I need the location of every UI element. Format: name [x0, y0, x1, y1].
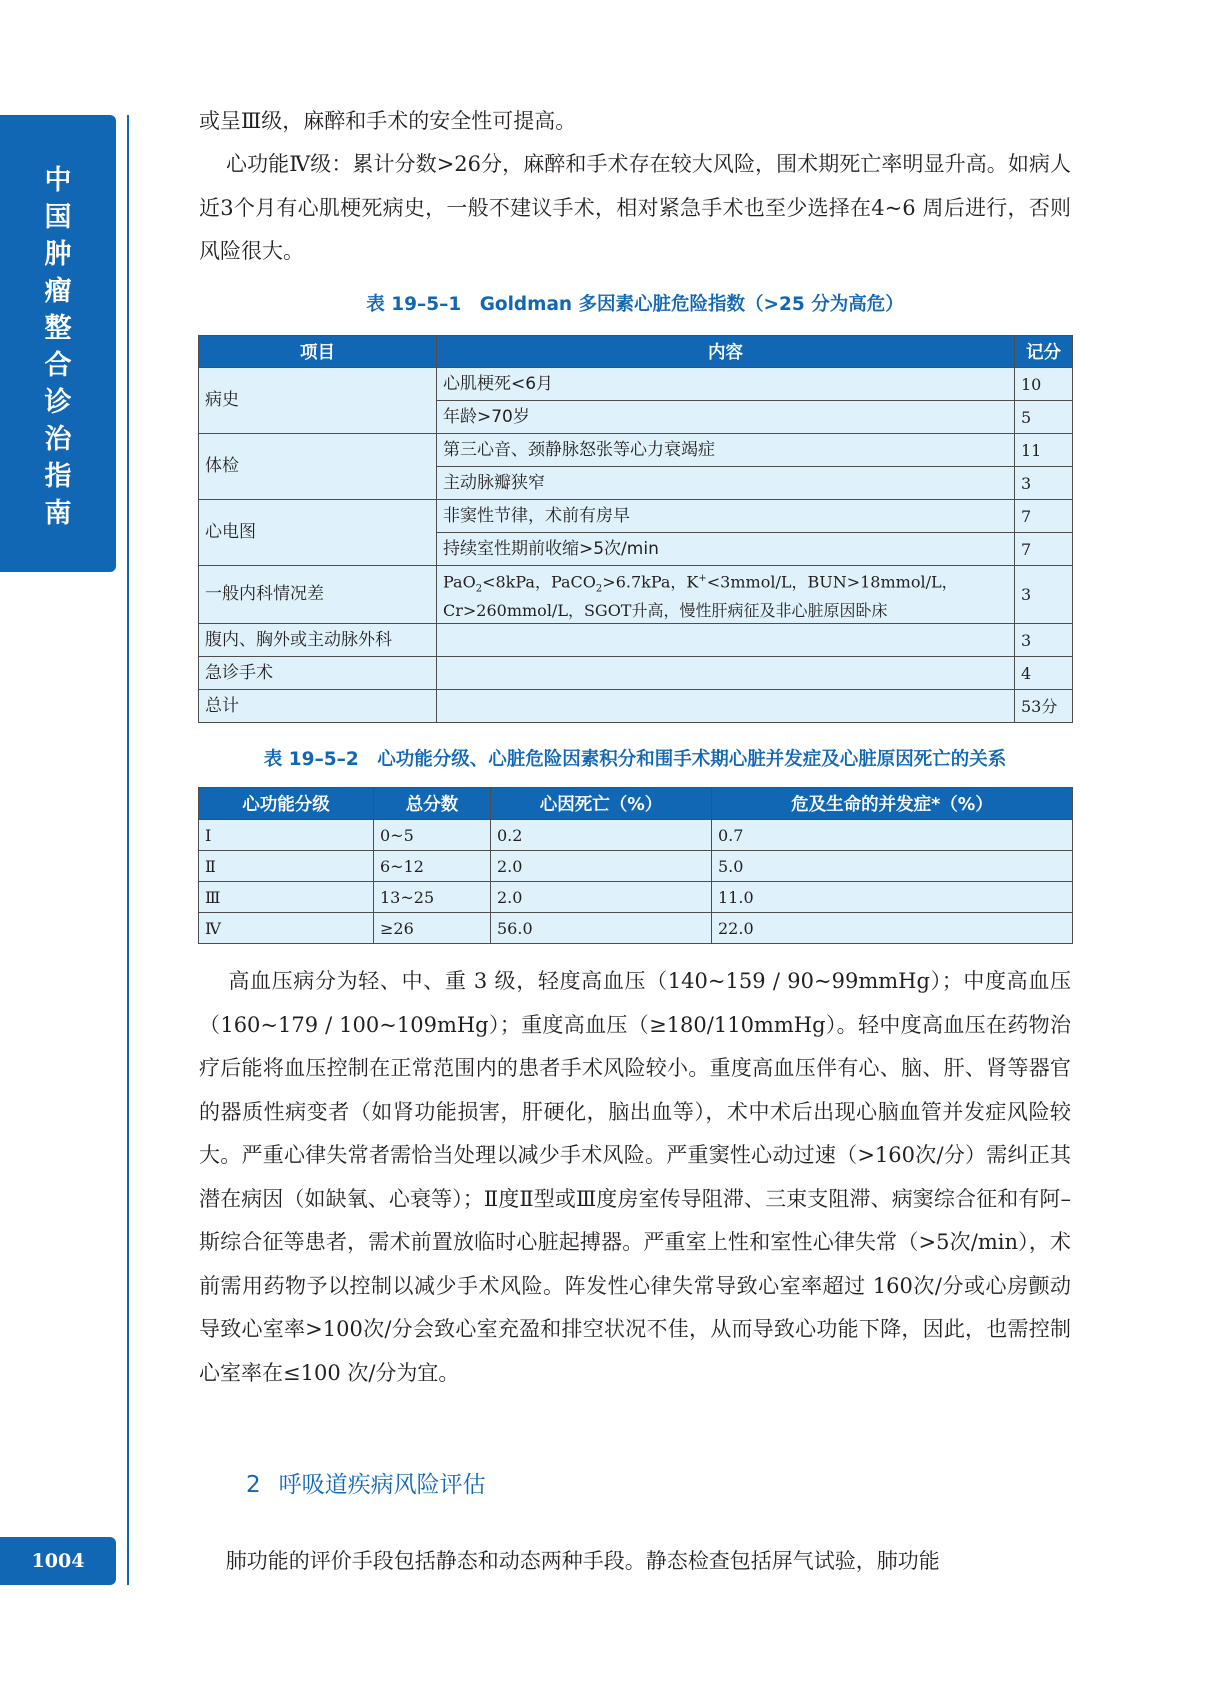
- score-cell: 7: [1015, 500, 1073, 533]
- table2-body: [199, 820, 1073, 944]
- table-row: [199, 624, 1073, 657]
- side-tab-char: 指: [44, 461, 72, 492]
- item-cell: 总计: [199, 690, 437, 723]
- lab-text: PaO: [443, 572, 476, 592]
- table-cell: 56.0: [491, 913, 712, 944]
- header-cell: 心功能分级: [199, 788, 374, 820]
- side-tab-char: 南: [44, 498, 72, 529]
- content-cell: 第三心音、颈静脉怒张等心力衰竭症: [437, 434, 1015, 467]
- content-cell: 年龄>70岁: [437, 401, 1015, 434]
- lab-text: <8kPa，PaCO: [482, 572, 596, 592]
- item-cell: 一般内科情况差: [199, 566, 437, 624]
- header-cell: 心因死亡（%）: [491, 788, 712, 820]
- score-cell: 53分: [1015, 690, 1073, 723]
- header-cell: 项目: [199, 336, 437, 368]
- superscript: +: [698, 573, 707, 585]
- table-cell: Ⅲ: [199, 882, 374, 913]
- content-cell: [437, 624, 1015, 657]
- goldman-table: [198, 335, 1073, 723]
- item-cell: 体检: [199, 434, 437, 500]
- header-cell: 危及生命的并发症*（%）: [712, 788, 1073, 820]
- score-cell: 7: [1015, 533, 1073, 566]
- table-row: [199, 368, 1073, 401]
- cardiac-grade-table: [198, 787, 1073, 944]
- content-cell-lab-values: [437, 566, 1015, 624]
- table-cell: 2.0: [491, 851, 712, 882]
- header-cell: 内容: [437, 336, 1015, 368]
- table-row: [199, 657, 1073, 690]
- item-cell: 腹内、胸外或主动脉外科: [199, 624, 437, 657]
- table-cell: Ⅳ: [199, 913, 374, 944]
- table-cell: 5.0: [712, 851, 1073, 882]
- side-tab-char: 整: [44, 313, 72, 344]
- paragraph-grade-iv: 心功能Ⅳ级：累计分数>26分，麻醉和手术存在较大风险，围术期死亡率明显升高。如病人近3个月有心肌梗死病史，一般不建议手术，相对紧急手术也至少选择在4~6 周后进行，否则风险很大。: [199, 152, 1072, 263]
- side-tab-char: 合: [44, 350, 72, 381]
- content-cell: 非窦性节律，术前有房早: [437, 500, 1015, 533]
- table-header-row: [199, 336, 1073, 368]
- side-tab-char: 诊: [44, 387, 72, 418]
- score-cell: 5: [1015, 401, 1073, 434]
- side-tab-book-title: [0, 115, 116, 572]
- item-cell: 急诊手术: [199, 657, 437, 690]
- table-cell: 0.7: [712, 820, 1073, 851]
- table-cell: ≥26: [374, 913, 491, 944]
- lab-text: <3mmol/L，BUN>18mmol/L，: [706, 572, 958, 592]
- side-divider-line: [127, 115, 129, 1585]
- table2-caption: 表 19–5–2 心功能分级、心脏危险因素积分和围手术期心脏并发症及心脏原因死亡的关系: [263, 749, 1007, 770]
- table-row: [199, 820, 1073, 851]
- score-cell: 11: [1015, 434, 1073, 467]
- side-tab-chars: [0, 162, 116, 532]
- table-cell: 6~12: [374, 851, 491, 882]
- score-cell: 4: [1015, 657, 1073, 690]
- side-tab-char: 治: [44, 424, 72, 455]
- side-tab-char: 中: [44, 165, 72, 196]
- paragraph-hypertension: 高血压病分为轻、中、重 3 级，轻度高血压（140~159 / 90~99mmHg）；中度高血压（160~179 / 100~109mHg）；重度高血压（≥180/110mmHg）。轻中度高血压在药物治疗后能将血压控制在正常范围内的患者手术风险较小。重度高血压伴有心、脑、肝、肾等器官的器质性病变者（如肾功能损害，肝硬化，脑出血等），术中术后出现心脑血管并发症风险较大。严重心律失常者需恰当处理以减少手术风险。严重窦性心动过速（>160次/分）需纠正其潜在病因（如缺氧、心衰等）；Ⅱ度Ⅱ型或Ⅲ度房室传导阻滞、三束支阻滞、病窦综合征和有阿–斯综合征等患者，需术前置放临时心脏起搏器。严重室上性和室性心律失常（>5次/min），术前需用药物予以控制以减少手术风险。阵发性心律失常导致心室率超过 160次/分或心房颤动导致心室率>100次/分会致心室充盈和排空状况不佳，从而导致心功能下降，因此，也需控制心室率在≤100 次/分为宜。: [199, 969, 1071, 1385]
- table-header-row: [199, 788, 1073, 820]
- item-cell: 病史: [199, 368, 437, 434]
- table-row: [199, 851, 1073, 882]
- subscript: 2: [595, 583, 603, 595]
- paragraph-lung-function: 肺功能的评价手段包括静态和动态两种手段。静态检查包括屏气试验，肺功能: [199, 1549, 940, 1573]
- lab-text: >6.7kPa，K: [602, 572, 699, 592]
- score-cell: 3: [1015, 467, 1073, 500]
- table-row: [199, 690, 1073, 723]
- paragraph-intro: 或呈Ⅲ级，麻醉和手术的安全性可提高。: [199, 109, 577, 133]
- content-cell: [437, 657, 1015, 690]
- score-cell: 3: [1015, 624, 1073, 657]
- table-row: [199, 500, 1073, 533]
- content-cell: [437, 690, 1015, 723]
- section-title: 呼吸道疾病风险评估: [278, 1472, 486, 1498]
- lab-text: Cr>260mmol/L，SGOT升高，慢性肝病征及非心脏原因卧床: [443, 600, 888, 620]
- header-cell: 总分数: [374, 788, 491, 820]
- side-tab-char: 瘤: [44, 276, 72, 307]
- page-number: 1004: [0, 1537, 116, 1585]
- table-cell: 2.0: [491, 882, 712, 913]
- table-cell: Ⅱ: [199, 851, 374, 882]
- subscript: 2: [475, 583, 483, 595]
- section-heading: [246, 1466, 486, 1499]
- score-cell: 3: [1015, 566, 1073, 624]
- header-cell: 记分: [1015, 336, 1073, 368]
- score-cell: 10: [1015, 368, 1073, 401]
- table-cell: 0.2: [491, 820, 712, 851]
- table-row: [199, 913, 1073, 944]
- table-cell: 0~5: [374, 820, 491, 851]
- section-number: 2: [246, 1472, 261, 1498]
- table-cell: 22.0: [712, 913, 1073, 944]
- table-row: [199, 566, 1073, 624]
- side-tab-char: 国: [44, 202, 72, 233]
- table-row: [199, 434, 1073, 467]
- table-row: [199, 882, 1073, 913]
- table-cell: 11.0: [712, 882, 1073, 913]
- side-tab-char: 肿: [44, 239, 72, 270]
- table-cell: Ⅰ: [199, 820, 374, 851]
- content-cell: 心肌梗死<6月: [437, 368, 1015, 401]
- content-cell: 持续室性期前收缩>5次/min: [437, 533, 1015, 566]
- table1-caption: 表 19–5–1 Goldman 多因素心脏危险指数（>25 分为高危）: [366, 294, 904, 315]
- item-cell: 心电图: [199, 500, 437, 566]
- content-cell: 主动脉瓣狭窄: [437, 467, 1015, 500]
- table-cell: 13~25: [374, 882, 491, 913]
